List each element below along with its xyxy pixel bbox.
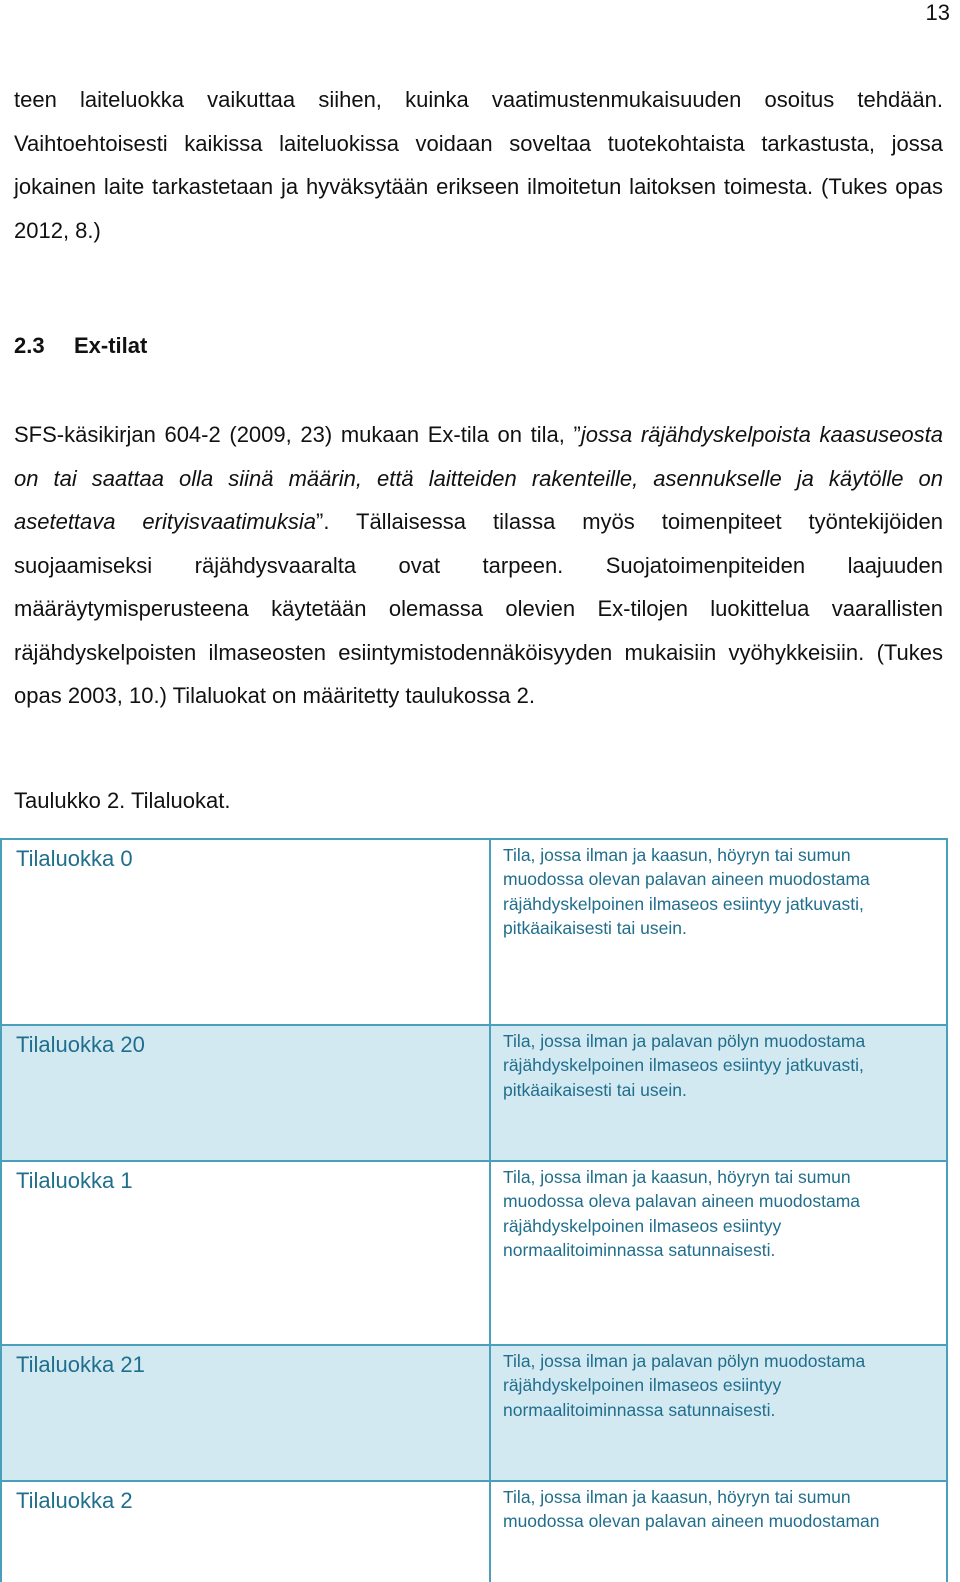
- space-class-table: [0, 838, 948, 1582]
- section-heading: [14, 333, 147, 359]
- class-cell: Tilaluokka 1: [1, 1161, 490, 1345]
- description-cell: Tila, jossa ilman ja palavan pölyn muodostama räjähdyskelpoinen ilmaseos esiintyy jatkuvasti, pitkäaikaisesti tai usein.: [490, 1025, 947, 1161]
- table-row: [1, 1025, 947, 1161]
- description-cell: Tila, jossa ilman ja palavan pölyn muodostama räjähdyskelpoinen ilmaseos esiintyy normaalitoiminnassa satunnaisesti.: [490, 1345, 947, 1481]
- paragraph-ex-tilat-rest: ”. Tällaisessa tilassa myös toimenpiteet työntekijöiden suojaamiseksi räjähdysvaaralta ovat tarpeen. Suojatoimenpiteiden laajuuden määräytymisperusteena käytetään olemassa olevien Ex-tilojen luokittelua vaarallisten räjähdyskelpoisten ilmaseosten esiintymistodennäköisyyden mukaisiin vyöhykkeisiin. (Tukes opas 2003, 10.) Tilaluokat on määritetty taulukossa 2.: [14, 509, 944, 708]
- paragraph-ex-tilat-quote: jossa räjähdyskelpoista kaasuseosta on tai saattaa olla siinä määrin, että laitteiden rakenteille, asennukselle ja käytölle on asetettava erityisvaatimuksia: [14, 422, 944, 534]
- description-cell: Tila, jossa ilman ja kaasun, höyryn tai sumun muodossa olevan palavan aineen muodostama räjähdyskelpoinen ilmaseos esiintyy jatkuvasti, pitkäaikaisesti tai usein.: [490, 839, 947, 1025]
- description-cell: Tila, jossa ilman ja kaasun, höyryn tai sumun muodossa olevan palavan aineen muodostaman: [490, 1481, 947, 1582]
- paragraph-ex-tilat: [14, 413, 943, 718]
- table-row: [1, 1161, 947, 1345]
- table-caption: Taulukko 2. Tilaluokat.: [14, 788, 231, 813]
- section-number: 2.3: [14, 333, 45, 358]
- table-row: [1, 839, 947, 1025]
- description-cell: Tila, jossa ilman ja kaasun, höyryn tai sumun muodossa oleva palavan aineen muodostama räjähdyskelpoinen ilmaseos esiintyy normaalitoiminnassa satunnaisesti.: [490, 1161, 947, 1345]
- page-number: 13: [925, 0, 950, 25]
- paragraph-ex-tilat-intro: SFS-käsikirjan 604-2 (2009, 23) mukaan Ex-tila on tila, ”: [14, 422, 581, 447]
- class-cell: Tilaluokka 20: [1, 1025, 490, 1161]
- table-row: [1, 1481, 947, 1582]
- class-cell: Tilaluokka 0: [1, 839, 490, 1025]
- paragraph-intro: teen laiteluokka vaikuttaa siihen, kuinka vaatimustenmukaisuuden osoitus tehdään. Vaihtoehtoisesti kaikissa laiteluokissa voidaan soveltaa tuotekohtaista tarkastusta, jossa jokainen laite tarkastetaan ja hyväksytään erikseen ilmoitetun laitoksen toimesta. (Tukes opas 2012, 8.): [14, 87, 943, 243]
- section-title: Ex-tilat: [74, 333, 148, 358]
- table-row: [1, 1345, 947, 1481]
- class-cell: Tilaluokka 2: [1, 1481, 490, 1582]
- class-cell: Tilaluokka 21: [1, 1345, 490, 1481]
